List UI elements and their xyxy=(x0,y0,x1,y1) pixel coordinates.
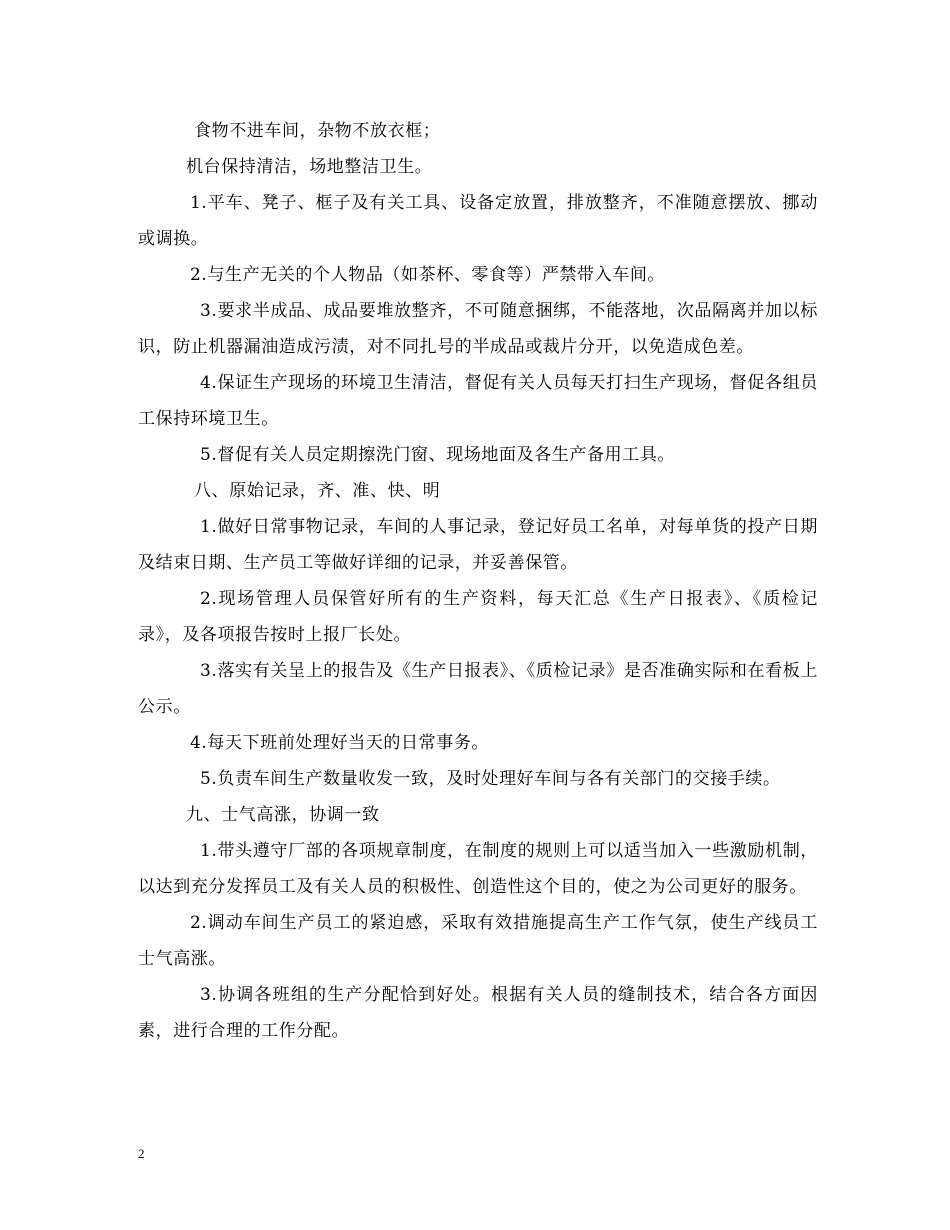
paragraph: 4.保证生产现场的环境卫生清洁，督促有关人员每天打扫生产现场，督促各组员工保持环境卫生。 xyxy=(138,373,818,429)
paragraph: 3.要求半成品、成品要堆放整齐，不可随意捆绑，不能落地，次品隔离并加以标识，防止机器漏油造成污渍，对不同扎号的半成品或裁片分开，以免造成色差。 xyxy=(138,301,818,357)
paragraph: 3.落实有关呈上的报告及《生产日报表》、《质检记录》是否准确实际和在看板上公示。 xyxy=(138,661,818,717)
paragraph: 机台保持清洁，场地整洁卫生。 xyxy=(186,157,433,177)
section-heading: 九、士气高涨，协调一致 xyxy=(186,805,380,825)
document-body xyxy=(138,113,818,1049)
paragraph: 2.调动车间生产员工的紧迫感，采取有效措施提高生产工作气氛，使生产线员工士气高涨。 xyxy=(138,913,818,969)
paragraph: 1.做好日常事物记录，车间的人事记录，登记好员工名单，对每单货的投产日期及结束日期、生产员工等做好详细的记录，并妥善保管。 xyxy=(138,517,818,573)
paragraph: 2.与生产无关的个人物品（如茶杯、零食等）严禁带入车间。 xyxy=(190,265,666,285)
paragraph: 4.每天下班前处理好当天的日常事务。 xyxy=(190,733,490,753)
paragraph: 1.带头遵守厂部的各项规章制度，在制度的规则上可以适当加入一些激励机制，以达到充分发挥员工及有关人员的积极性、创造性这个目的，使之为公司更好的服务。 xyxy=(138,841,818,897)
section-heading: 八、原始记录，齐、准、快、明 xyxy=(194,481,441,501)
paragraph: 2.现场管理人员保管好所有的生产资料，每天汇总《生产日报表》、《质检记录》，及各项报告按时上报厂长处。 xyxy=(138,589,818,645)
paragraph: 1.平车、凳子、框子及有关工具、设备定放置，排放整齐，不准随意摆放、挪动或调换。 xyxy=(138,193,818,249)
paragraph: 3.协调各班组的生产分配恰到好处。根据有关人员的缝制技术，结合各方面因素，进行合理的工作分配。 xyxy=(138,985,818,1041)
page-number: 2 xyxy=(138,1146,145,1161)
paragraph: 食物不进车间，杂物不放衣框； xyxy=(194,121,441,141)
paragraph: 5.督促有关人员定期擦洗门窗、现场地面及各生产备用工具。 xyxy=(200,445,676,465)
paragraph: 5.负责车间生产数量收发一致，及时处理好车间与各有关部门的交接手续。 xyxy=(200,769,781,789)
